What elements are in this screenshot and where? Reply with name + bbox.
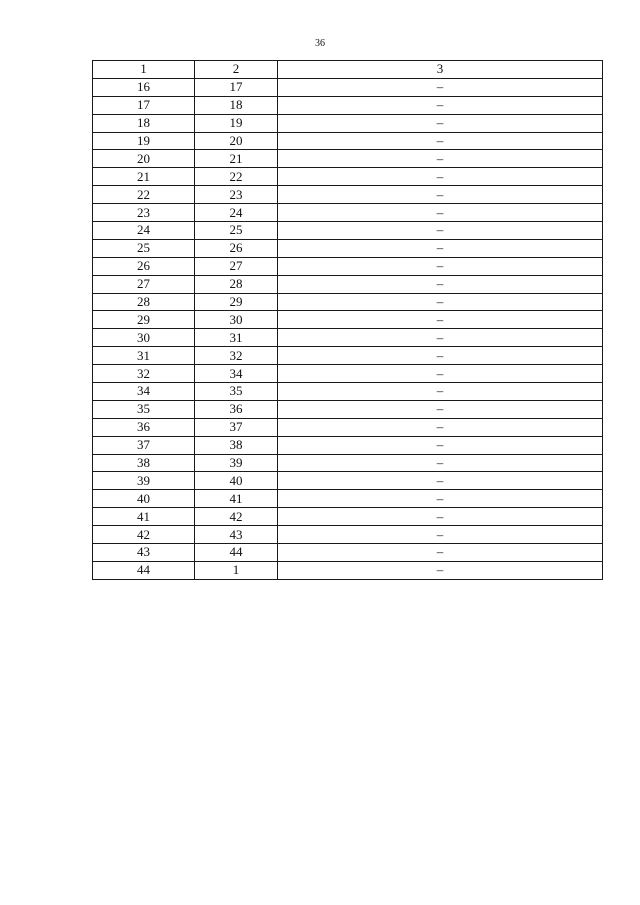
table-cell: 19 [195, 114, 278, 132]
table-cell: 34 [195, 365, 278, 383]
table-cell: 34 [93, 383, 195, 401]
table-cell: – [278, 132, 603, 150]
table-row [93, 454, 603, 472]
table-cell: 35 [195, 383, 278, 401]
table-cell: – [278, 186, 603, 204]
table-cell: 30 [93, 329, 195, 347]
table-cell: – [278, 78, 603, 96]
table-cell: – [278, 114, 603, 132]
table-cell: 42 [195, 508, 278, 526]
table-row [93, 347, 603, 365]
table-cell: 30 [195, 311, 278, 329]
table-cell: 31 [93, 347, 195, 365]
table-cell: 23 [195, 186, 278, 204]
table-row [93, 96, 603, 114]
table-cell: 17 [195, 78, 278, 96]
table-cell: 32 [195, 347, 278, 365]
table-cell: 36 [195, 400, 278, 418]
table-cell: – [278, 383, 603, 401]
table-cell: 21 [195, 150, 278, 168]
table-cell: 38 [93, 454, 195, 472]
table-cell: 1 [195, 561, 278, 579]
table-cell: – [278, 454, 603, 472]
data-table [92, 60, 603, 580]
table-row [93, 114, 603, 132]
table-cell: 44 [93, 561, 195, 579]
table-cell: – [278, 561, 603, 579]
table-cell: 18 [93, 114, 195, 132]
table-row [93, 239, 603, 257]
table-cell: 20 [195, 132, 278, 150]
table-cell: – [278, 400, 603, 418]
table-cell: 39 [195, 454, 278, 472]
table-row [93, 383, 603, 401]
table-row [93, 490, 603, 508]
table-row [93, 78, 603, 96]
table-body [93, 61, 603, 580]
table-cell: – [278, 526, 603, 544]
column-header: 1 [93, 61, 195, 79]
table-cell: 27 [93, 275, 195, 293]
table-cell: 43 [195, 526, 278, 544]
table-cell: 25 [195, 222, 278, 240]
table-cell: 42 [93, 526, 195, 544]
table-cell: – [278, 168, 603, 186]
table-cell: – [278, 436, 603, 454]
table-cell: 37 [195, 418, 278, 436]
table-cell: 28 [195, 275, 278, 293]
table-cell: – [278, 347, 603, 365]
table-row [93, 329, 603, 347]
table-cell: – [278, 257, 603, 275]
table-cell: 40 [93, 490, 195, 508]
table-row [93, 132, 603, 150]
table-cell: 26 [195, 239, 278, 257]
table-cell: – [278, 508, 603, 526]
table-row [93, 365, 603, 383]
table-cell: 36 [93, 418, 195, 436]
table-cell: 28 [93, 293, 195, 311]
table-row [93, 436, 603, 454]
table-cell: – [278, 150, 603, 168]
table-row [93, 222, 603, 240]
table-cell: 40 [195, 472, 278, 490]
table-cell: 29 [93, 311, 195, 329]
table-row [93, 257, 603, 275]
table-cell: 38 [195, 436, 278, 454]
table-cell: – [278, 329, 603, 347]
table-cell: – [278, 293, 603, 311]
table-cell: 32 [93, 365, 195, 383]
table-cell: 41 [93, 508, 195, 526]
table-cell: 39 [93, 472, 195, 490]
table-cell: – [278, 275, 603, 293]
table-cell: 22 [93, 186, 195, 204]
table-row [93, 418, 603, 436]
page-number: 36 [315, 38, 325, 49]
table-cell: 41 [195, 490, 278, 508]
table-cell: 29 [195, 293, 278, 311]
column-header: 3 [278, 61, 603, 79]
table-row [93, 508, 603, 526]
table-cell: 20 [93, 150, 195, 168]
table-cell: 44 [195, 544, 278, 562]
table-cell: 18 [195, 96, 278, 114]
table-cell: – [278, 204, 603, 222]
table-row [93, 400, 603, 418]
table-row [93, 311, 603, 329]
table-row [93, 168, 603, 186]
table-cell: 43 [93, 544, 195, 562]
table-cell: – [278, 222, 603, 240]
table-cell: – [278, 365, 603, 383]
table-cell: 21 [93, 168, 195, 186]
table-cell: 31 [195, 329, 278, 347]
table-cell: 19 [93, 132, 195, 150]
column-header: 2 [195, 61, 278, 79]
table-cell: – [278, 239, 603, 257]
table-cell: 24 [93, 222, 195, 240]
table-cell: 35 [93, 400, 195, 418]
table-row [93, 544, 603, 562]
table-row [93, 204, 603, 222]
table-cell: 25 [93, 239, 195, 257]
table-row [93, 186, 603, 204]
table-cell: 16 [93, 78, 195, 96]
table-cell: 24 [195, 204, 278, 222]
table-row [93, 472, 603, 490]
table-row [93, 275, 603, 293]
table-row [93, 561, 603, 579]
table-cell: – [278, 418, 603, 436]
table-cell: – [278, 311, 603, 329]
table-cell: 17 [93, 96, 195, 114]
table-cell: – [278, 544, 603, 562]
table-cell: 23 [93, 204, 195, 222]
table-row [93, 526, 603, 544]
table-row [93, 293, 603, 311]
table-cell: – [278, 472, 603, 490]
table-cell: – [278, 490, 603, 508]
table-row [93, 150, 603, 168]
table-cell: 27 [195, 257, 278, 275]
table-cell: – [278, 96, 603, 114]
table-cell: 26 [93, 257, 195, 275]
table-cell: 37 [93, 436, 195, 454]
table-header-row [93, 61, 603, 79]
table-cell: 22 [195, 168, 278, 186]
